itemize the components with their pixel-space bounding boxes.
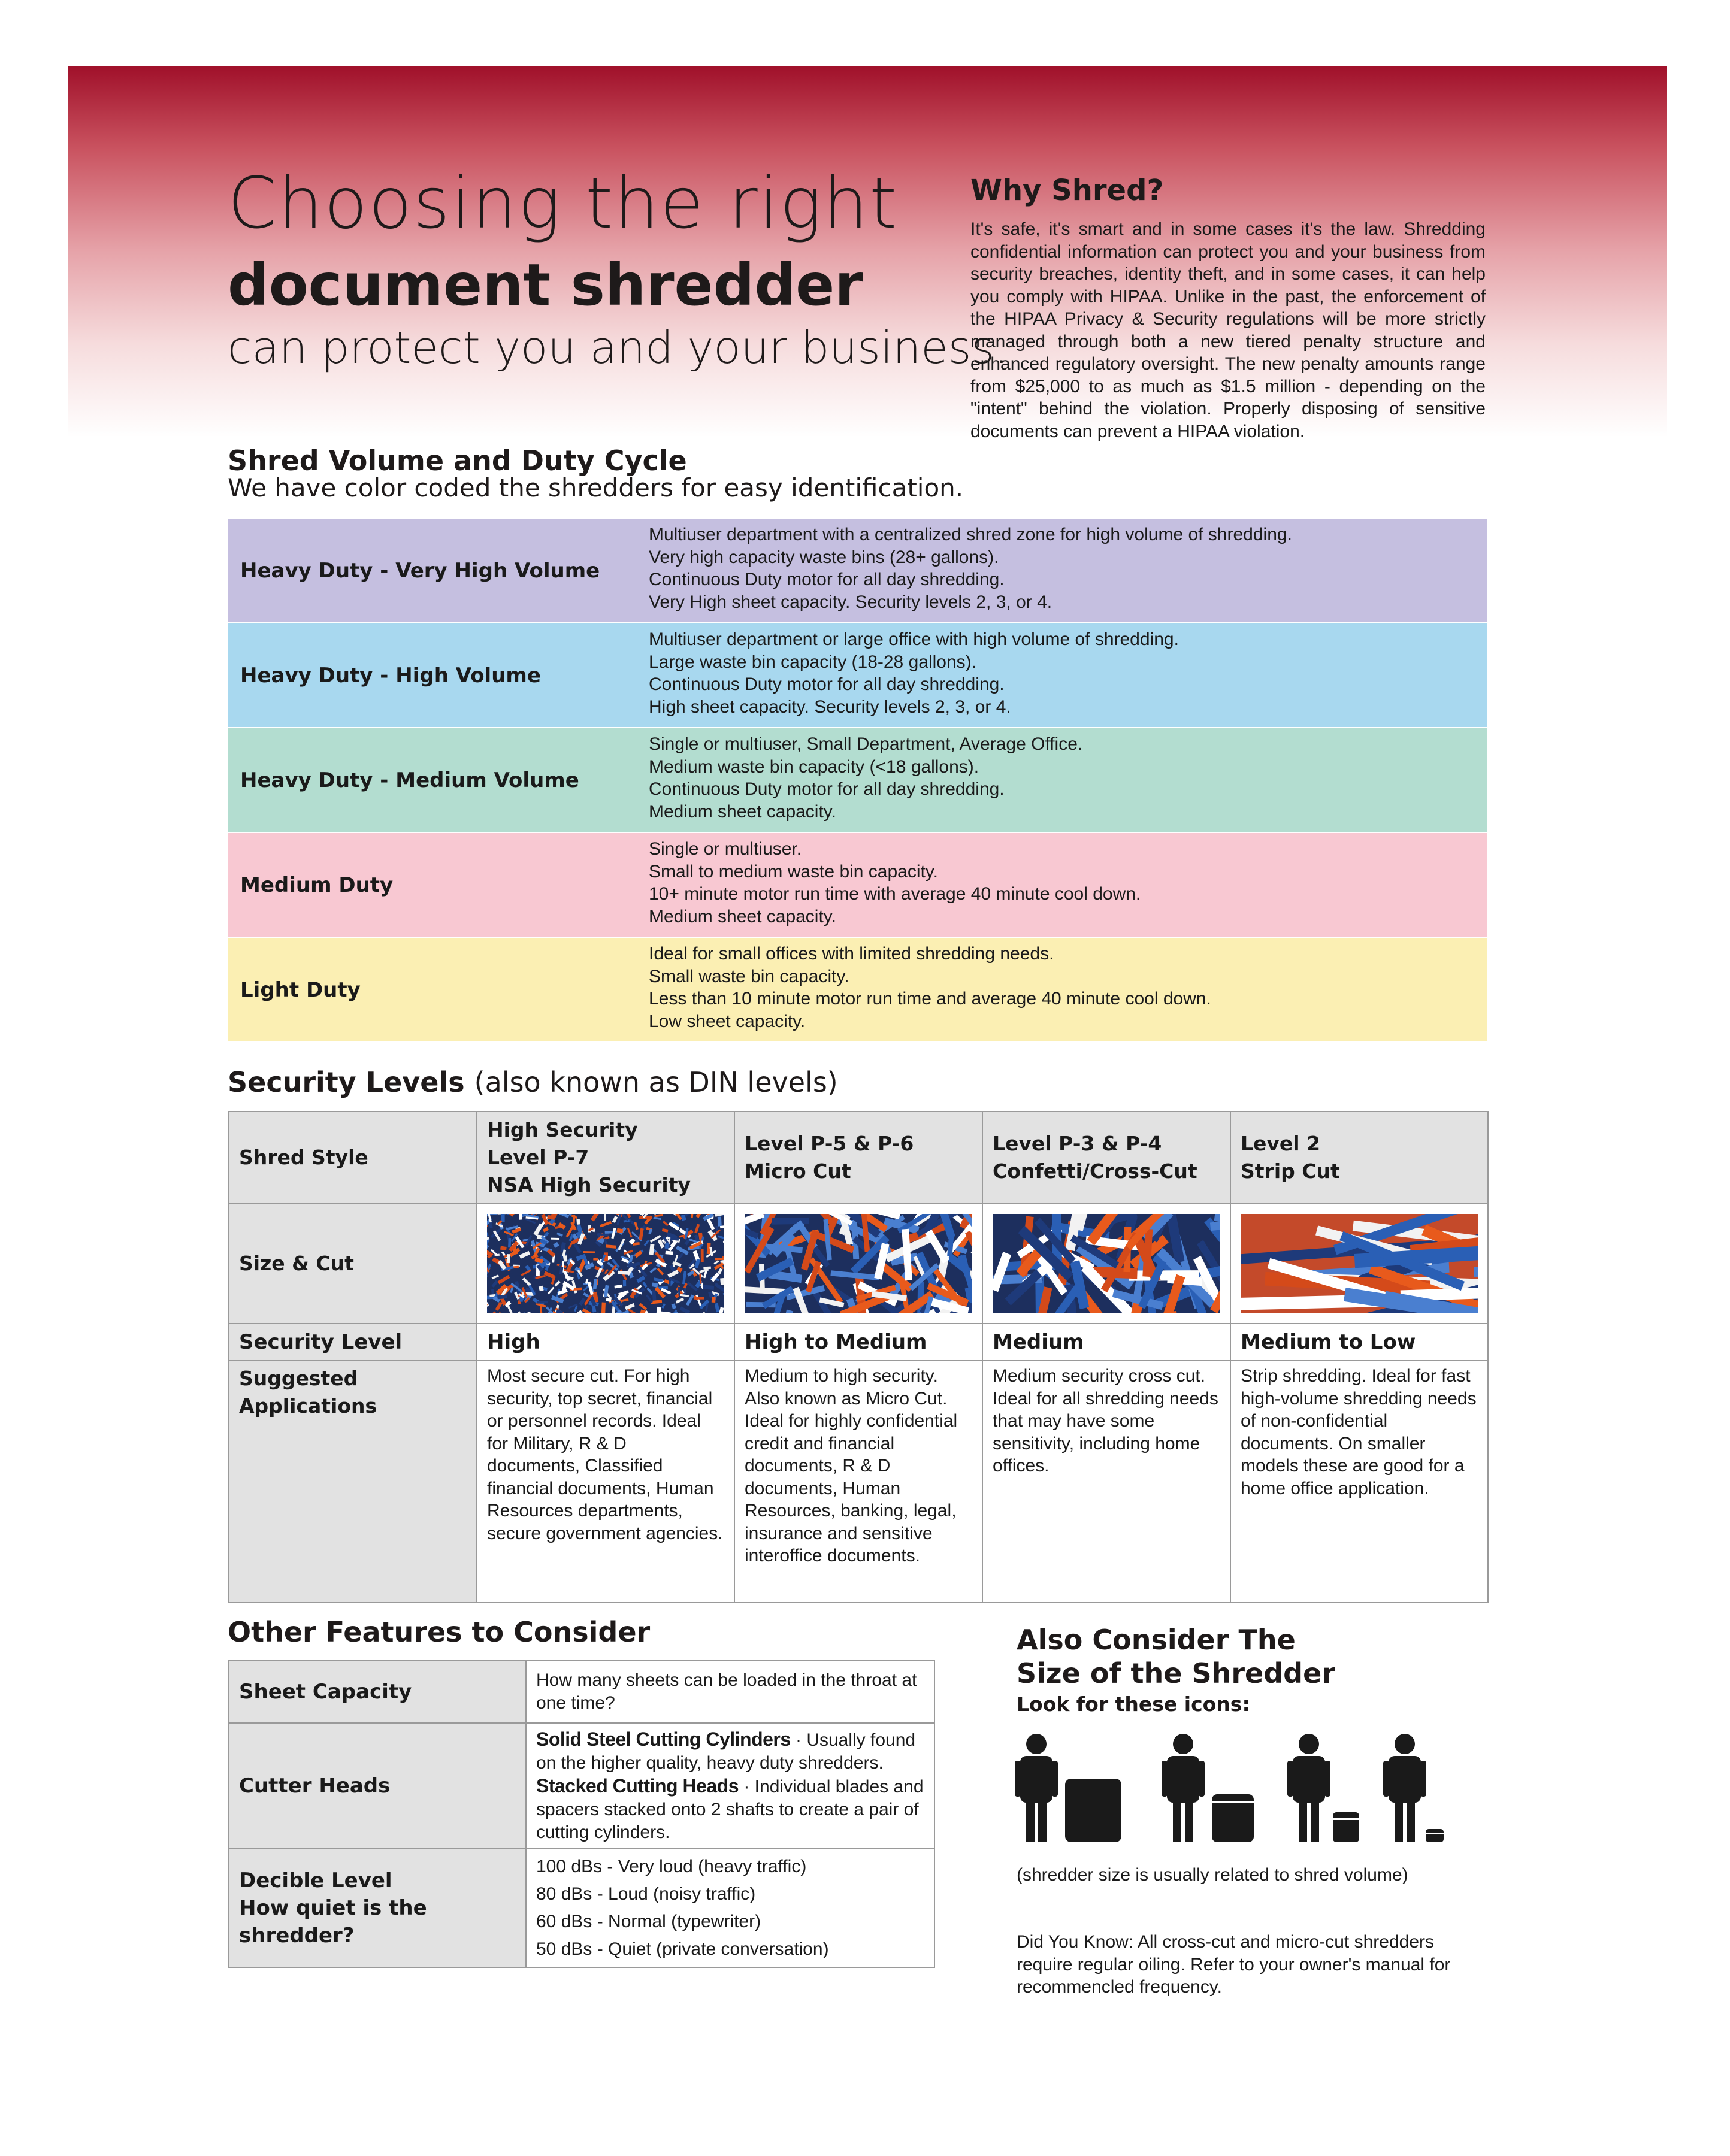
volume-section-subtitle: We have color coded the shredders for easy identification. [228,473,964,502]
headline-line1: Choosing the right [228,162,899,244]
shredder-size-icons [1012,1731,1468,1854]
duty-description-line: High sheet capacity. Security levels 2, 3, or 4. [649,697,1011,717]
duty-description-line: Medium sheet capacity. [649,906,836,926]
duty-description-line: Continuous Duty motor for all day shredding. [649,570,1005,589]
duty-cycle-table [228,519,1487,1043]
security-levels-table [228,1111,1489,1603]
duty-row [228,623,1487,728]
duty-description-line: Large waste bin capacity (18-28 gallons). [649,652,976,672]
headline-line3: can protect you and your business. [228,322,1009,374]
duty-description-line: Continuous Duty motor for all day shredding. [649,779,1005,799]
p5-shred-image [734,1204,982,1324]
headline-line2: document shredder [228,252,863,319]
duty-description-line: Multiuser department or large office with high volume of shredding. [649,629,1179,649]
p7-shred-image [477,1204,734,1324]
shredder-size-note: (shredder size is usually related to shred volume) [1017,1865,1408,1885]
duty-description-line: Medium sheet capacity. [649,801,836,822]
duty-description-line: Less than 10 minute motor run time and average 40 minute cool down. [649,989,1211,1009]
level2-shred-swatch [1241,1214,1478,1313]
sheet-capacity-text: How many sheets can be loaded in the throat at one time? [526,1661,934,1723]
p5-applications: Medium to high security. Also known as Micro Cut. Ideal for highly confidential credit and financial documents, R & D documents, Human Resources, banking, legal, insurance and sensitive interoffice documents. [734,1361,982,1603]
duty-row [228,728,1487,833]
duty-name: Heavy Duty - Medium Volume [240,768,579,792]
shred-style-label: Shred Style [229,1112,477,1204]
p7-shred-swatch [487,1214,724,1313]
duty-description-line: Low sheet capacity. [649,1011,806,1031]
person-mini-shredder-icon [1383,1734,1444,1842]
shredder-size-subtitle: Look for these icons: [1017,1692,1250,1716]
p5-shred-swatch [745,1214,972,1313]
duty-description [649,943,1211,1032]
duty-description-line: Small waste bin capacity. [649,966,849,986]
volume-section-title: Shred Volume and Duty Cycle [228,444,687,477]
duty-description-line: Multiuser department with a centralized shred zone for high volume of shredding. [649,525,1292,544]
why-shred-title: Why Shred? [970,174,1164,207]
duty-description-line: Small to medium waste bin capacity. [649,861,938,882]
duty-description-line: Very High sheet capacity. Security levels 2, 3, or 4. [649,592,1052,612]
suggested-applications-label: Suggested Applications [229,1361,477,1603]
p3-shred-image [982,1204,1230,1324]
column-header-p7: High Security Level P-7 NSA High Security [477,1112,734,1204]
duty-row [228,938,1487,1043]
cutter-heads-text: Solid Steel Cutting Cylinders · Usually found on the higher quality, heavy duty shredders. Stacked Cutting Heads · Individual blades and spacers stacked onto 2 shafts to create a pair of cutting cylinders. [526,1723,934,1849]
duty-description-line: Continuous Duty motor for all day shredding. [649,674,1005,694]
duty-description [649,628,1179,718]
decible-level-label: Decible Level How quiet is the shredder? [229,1849,526,1967]
person-small-shredder-icon [1287,1734,1359,1842]
security-title-note: (also known as DIN levels) [474,1066,838,1098]
duty-name: Medium Duty [240,873,394,897]
p5-security-level: High to Medium [734,1324,982,1361]
features-section-title: Other Features to Consider [228,1616,651,1648]
column-header-level2: Level 2 Strip Cut [1230,1112,1488,1204]
level2-security-level: Medium to Low [1230,1324,1488,1361]
level2-applications: Strip shredding. Ideal for fast high-volume shredding needs of non-confidential documents. On smaller models these are good for a home office application. [1230,1361,1488,1603]
duty-description [649,733,1082,823]
cutter-heads-label: Cutter Heads [229,1723,526,1849]
duty-row [228,519,1487,623]
duty-row [228,833,1487,938]
duty-name: Heavy Duty - Very High Volume [240,558,600,583]
size-cut-label: Size & Cut [229,1204,477,1324]
shredder-size-title: Also Consider The Size of the Shredder [1017,1624,1335,1689]
p7-applications: Most secure cut. For high security, top secret, financial or personnel records. Ideal for Military, R & D documents, Classified financial documents, Human Resources departments, secure government agencies. [477,1361,734,1603]
column-header-p5-p6: Level P-5 & P-6 Micro Cut [734,1112,982,1204]
p7-security-level: High [477,1324,734,1361]
security-title-main: Security Levels [228,1066,465,1098]
duty-description-line: Single or multiuser, Small Department, Average Office. [649,734,1083,754]
security-section-title [228,1066,838,1098]
duty-description [649,838,1141,928]
sheet-capacity-label: Sheet Capacity [229,1661,526,1723]
person-large-shredder-icon [1015,1734,1121,1842]
column-header-p3-p4: Level P-3 & P-4 Confetti/Cross-Cut [982,1112,1230,1204]
features-table [228,1660,935,1968]
p3-security-level: Medium [982,1324,1230,1361]
did-you-know-note: Did You Know: All cross-cut and micro-cut shredders require regular oiling. Refer to your owner's manual for recommencled frequency. [1017,1932,1451,1997]
person-medium-shredder-icon [1162,1734,1254,1842]
level2-shred-image [1230,1204,1488,1324]
why-shred-body: It's safe, it's smart and in some cases it's the law. Shredding confidential information can protect you and your business from security breaches, identity theft, and in some cases, it can help you comply with HIPAA. Unlike in the past, the enforcement of the HIPAA Privacy & Security regulations will be more strictly managed through both a new tiered penalty structure and enhanced regulatory oversight. The new penalty amounts range from $25,000 to as much as $1.5 million - depending on the "intent" behind the violation. Properly disposing of sensitive documents can prevent a HIPAA violation. [970,219,1486,441]
duty-name: Light Duty [240,977,361,1002]
duty-description-line: Medium waste bin capacity (<18 gallons). [649,756,979,777]
duty-description-line: Single or multiuser. [649,839,802,859]
p3-shred-swatch [993,1214,1220,1313]
p3-applications: Medium security cross cut. Ideal for all shredding needs that may have some sensitivity, including home offices. [982,1361,1230,1603]
security-level-label: Security Level [229,1324,477,1361]
duty-description-line: 10+ minute motor run time with average 40 minute cool down. [649,884,1141,904]
duty-name: Heavy Duty - High Volume [240,663,541,688]
duty-description-line: Very high capacity waste bins (28+ gallons). [649,547,999,567]
duty-description [649,523,1292,613]
duty-description-line: Ideal for small offices with limited shredding needs. [649,944,1054,964]
decible-level-list: 100 dBs - Very loud (heavy traffic) 80 dBs - Loud (noisy traffic) 60 dBs - Normal (typewriter) 50 dBs - Quiet (private conversation) [526,1849,934,1967]
